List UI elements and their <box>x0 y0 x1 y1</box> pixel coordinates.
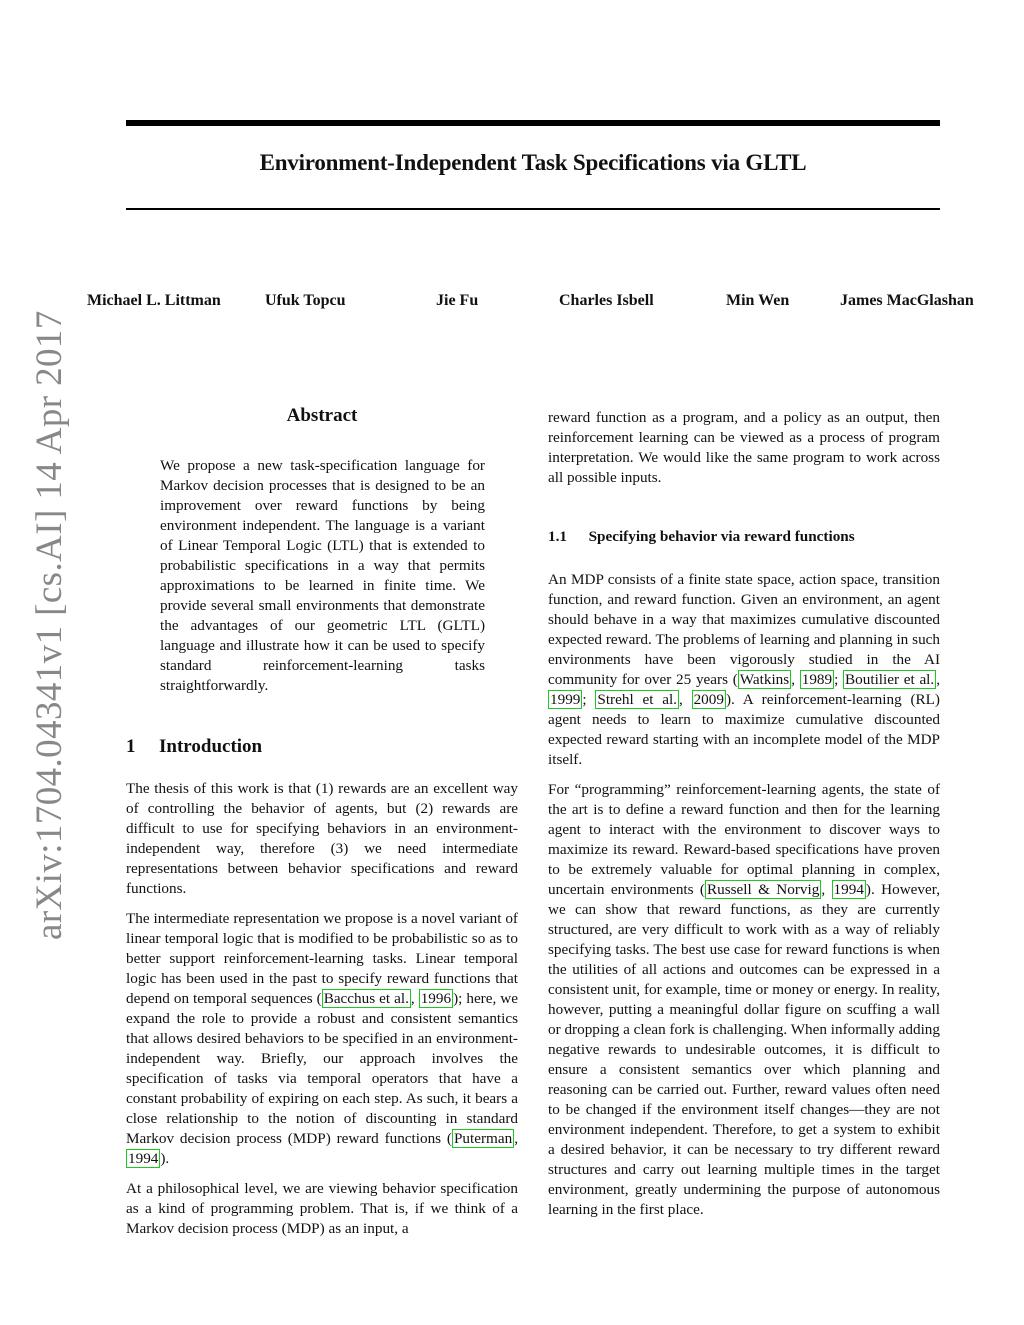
intro-paragraph: The thesis of this work is that (1) rewards are an excellent way of controlling the behavior of agents, but (2) rewards are difficult to use for specifying behaviors in an environment-independent way, therefore (3) we need intermediate representations between behavior specifications and reward functions. <box>126 780 518 897</box>
author-name: Ufuk Topcu <box>265 292 346 309</box>
paragraph-text: ). <box>160 1150 170 1167</box>
citation-link[interactable]: Watkins <box>739 671 790 688</box>
section-number: 1 <box>126 736 136 757</box>
arxiv-identifier: arXiv:1704.04341v1 [cs.AI] 14 Apr 2017 <box>29 310 70 940</box>
right-column-body <box>548 570 940 1230</box>
paragraph-text: The intermediate representation we propose is a novel variant of linear temporal logic that is modified to be probabilistic so as to better support reinforcement-learning tasks. Linear temporal logic has been used in the past to specify reward functions that depend on temporal sequences ( <box>126 910 518 1007</box>
paragraph-text: , <box>936 671 941 688</box>
author-name: Charles Isbell <box>559 292 654 309</box>
citation-link[interactable]: Puterman <box>453 1130 513 1147</box>
continued-paragraph: reward function as a program, and a policy as an output, then reinforcement learning can be viewed as a process of program interpretation. We would like the same program to work across all possible inputs. <box>548 409 940 486</box>
paragraph-text: , <box>791 671 800 688</box>
citation-link[interactable]: Bacchus et al. <box>323 990 409 1007</box>
paragraph-text: ). A reinforcement-learning (RL) agent needs to learn to maximize cumulative discounted expected reward starting with an incomplete model of the MDP itself. <box>548 691 940 768</box>
section-heading-introduction <box>126 736 262 758</box>
title-top-rule <box>126 120 940 126</box>
citation-link[interactable]: 1994 <box>833 881 864 898</box>
body-paragraph <box>548 570 940 770</box>
citation-link[interactable]: Boutilier et al. <box>845 671 935 688</box>
paragraph-text: , <box>514 1130 518 1147</box>
author-name: Min Wen <box>726 292 790 309</box>
abstract-text: We propose a new task-specification language for Markov decision processes that is designed to be an improvement over reward functions by being environment independent. The language is a variant of Linear Temporal Logic (LTL) that is extended to probabilistic specifications in a way that permits approximations to be learned in finite time. We provide several small environments that demonstrate the advantages of our geometric LTL (GLTL) language and illustrate how it can be used to specify standard reinforcement-learning tasks straightforwardly. <box>160 457 485 694</box>
subsection-title: Specifying behavior via reward functions <box>588 528 855 545</box>
author-name: Jie Fu <box>436 292 479 309</box>
left-column-body <box>126 779 518 1249</box>
paragraph-text: ; <box>582 691 596 708</box>
author-name: Michael L. Littman <box>87 292 221 309</box>
citation-link[interactable]: 2009 <box>693 691 724 708</box>
subsection-number: 1.1 <box>548 528 567 545</box>
citation-link[interactable]: Russell & Norvig <box>707 881 820 898</box>
paragraph-text: ; <box>834 671 844 688</box>
citation-link[interactable]: Strehl et al. <box>597 691 677 708</box>
section-title: Introduction <box>159 736 263 757</box>
paragraph-text: , <box>410 990 419 1007</box>
intro-paragraph: At a philosophical level, we are viewing behavior specification as a kind of programming problem. That is, if we think of a Markov decision process (MDP) as an input, a <box>126 1180 518 1237</box>
abstract-heading: Abstract <box>286 405 358 426</box>
author-list <box>0 292 1024 316</box>
paragraph-text: ). However, we can show that reward functions, as they are currently structured, are very difficult to work with as a way of reliably specifying tasks. The best use case for reward functions is when the utilities of all actions and outcomes can be expressed in a consistent unit, for example, time or money or energy. In reality, however, putting a meaningful dollar figure on scuffing a wall or dropping a clean fork is challenging. When informally adding negative rewards to undesirable outcomes, it is difficult to ensure a consistent semantics over which planning and reasoning can be carried out. Further, reward values often need to be changed if the environment itself changes—they are not environment independent. Therefore, to get a system to exhibit a desired behavior, it can be necessary to try different reward structures and carry out learning multiple times in the target environment, greatly undermining the purpose of autonomous learning in the first place. <box>548 881 940 1218</box>
citation-link[interactable]: 1989 <box>801 671 833 688</box>
body-paragraph <box>548 780 940 1220</box>
paper-title: Environment-Independent Task Specifications via GLTL <box>259 150 807 175</box>
citation-link[interactable]: 1996 <box>420 990 452 1007</box>
paragraph-text: For “programming” reinforcement-learning agents, the state of the art is to define a reward function and then for the learning agent to interact with the environment to discover ways to maximize its reward. Reward-based specifications have proven to be extremely valuable for optimal planning in complex, uncertain environments ( <box>548 781 940 898</box>
author-name: James MacGlashan <box>840 292 974 309</box>
right-column-top <box>548 408 940 498</box>
paragraph-text: , <box>821 881 832 898</box>
citation-link[interactable]: 1994 <box>128 1150 159 1167</box>
subsection-heading <box>548 528 855 546</box>
paragraph-text: ); here, we expand the role to provide a robust and consistent semantics that allows desired behaviors to be specified in an environment-independent way. Briefly, our approach involves the specification of tasks via temporal operators that have a constant probability of expiring on each step. As such, it bears a close relationship to the notion of discounting in standard Markov decision process (MDP) reward functions ( <box>126 990 518 1147</box>
title-bottom-rule <box>126 208 940 210</box>
intro-paragraph <box>126 909 518 1169</box>
paragraph-text: , <box>678 691 692 708</box>
citation-link[interactable]: 1999 <box>550 691 581 708</box>
paragraph-text: An MDP consists of a finite state space, action space, transition function, and reward function. Given an environment, an agent should behave in a way that maximizes cumulative discounted expected reward. The problems of learning and planning in such environments have been vigorously studied in the AI community for over 25 years ( <box>548 571 940 688</box>
